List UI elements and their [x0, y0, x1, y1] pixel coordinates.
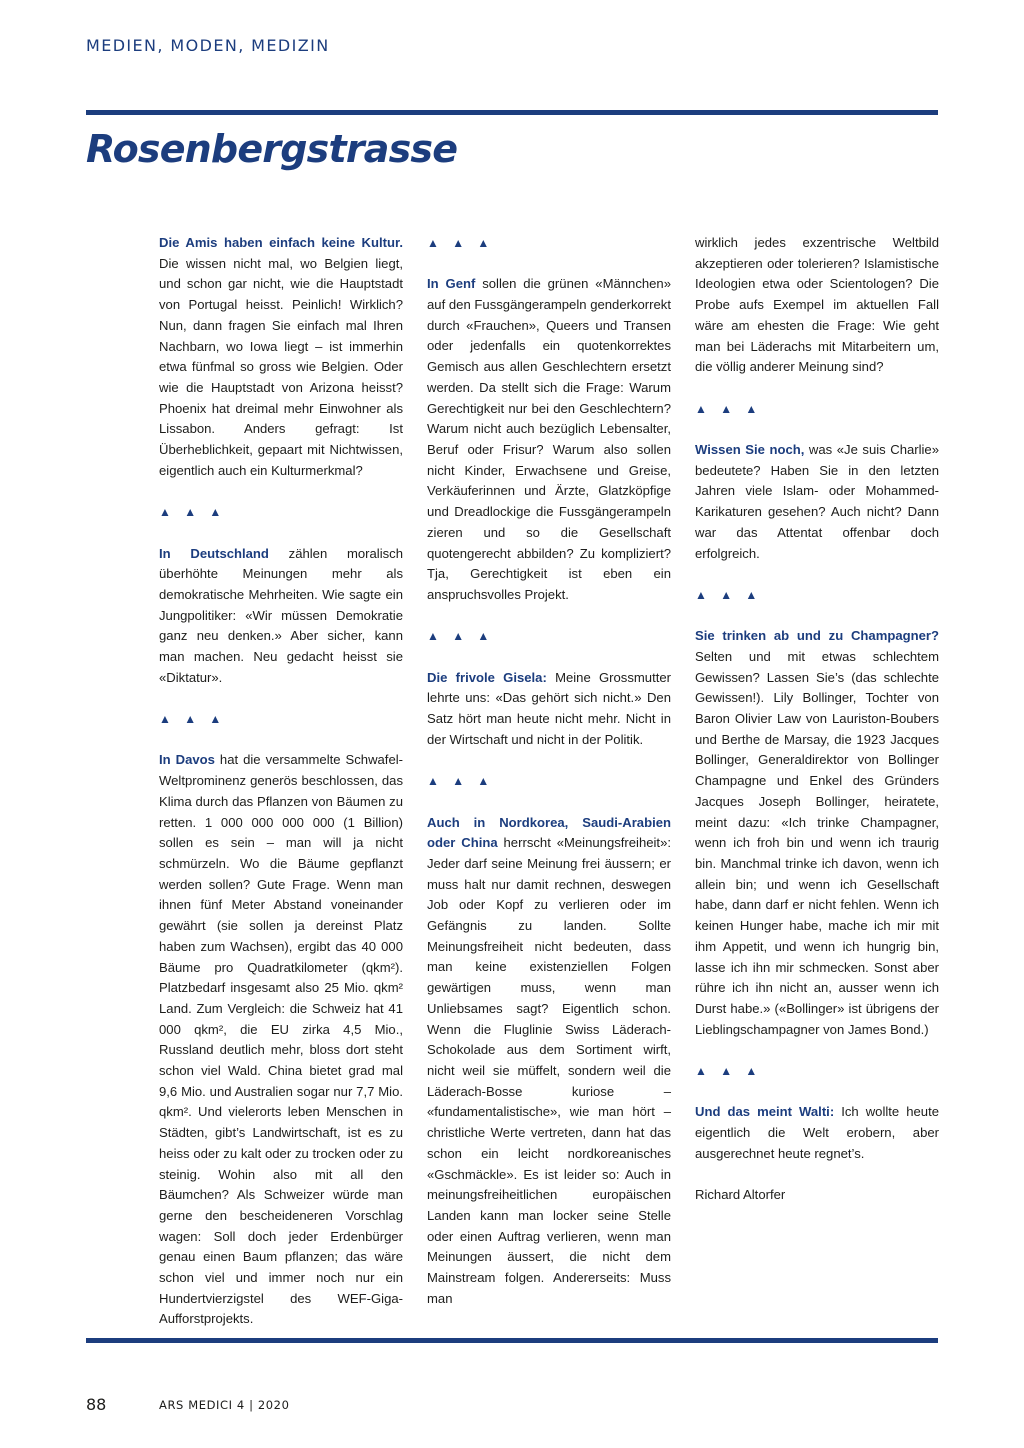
lead-charlie: Wissen Sie noch, — [695, 441, 805, 457]
paragraph-genf — [427, 274, 671, 605]
paragraph-charlie — [695, 440, 939, 564]
separator-triangles-icon: ▲ ▲ ▲ — [159, 505, 227, 520]
text-champagner: Selten und mit etwas schlechtem Gewissen? Lassen Sie’s (das schlechte Gewissen!). Lily Bollinger, Tochter von Baron Olivier Law von Lauriston-Boubers und Berthe de Marsay, die 1923 Jacques Bollinger, Generaldirektor von Bollinger Champagne und Enkel des Gründers Jacques Joseph Bollinger, heiratete, meint dazu: «Ich trinke Champagner, wenn ich froh bin und wenn ich traurig bin. Manchmal trinke ich davon, wenn ich allein bin; und wenn ich Gesellschaft habe, dann darf er nicht fehlen. Wenn ich keinen Hunger habe, mache ich mir mit ihm Appetit, und wenn ich hungrig bin, lasse ich ihn mir schmecken. Sonst aber rühre ich ihn nicht an, ausser wenn ich Durst habe.» («Bollinger» ist übrigens der Lieblingschampagner von James Bond.) — [695, 648, 939, 1037]
separator-triangles-icon: ▲ ▲ ▲ — [695, 401, 763, 416]
paragraph-continued: wirklich jedes exzentrische Weltbild akzeptieren oder tolerieren? Islamistische Ideologien etwa oder Scientologen? Die Probe aufs Exempel im aktuellen Fall wäre am ehesten die Frage: Wie geht man bei Läderachs mit Mitarbeitern um, die völlig anderer Meinung sind? — [695, 235, 939, 375]
lead-walti: Und das meint Walti: — [695, 1104, 835, 1120]
paragraph-deutschland — [159, 544, 403, 689]
paragraph-walti — [695, 1102, 939, 1164]
paragraph-nordkorea — [427, 813, 671, 1310]
text-walti: Ich wollte heute eigentlich die Welt erobern, aber ausgerechnet heute regnet’s. — [695, 1104, 939, 1161]
separator-triangles-icon: ▲ ▲ ▲ — [695, 587, 763, 602]
lead-amis: Die Amis haben einfach keine Kultur. — [159, 235, 403, 250]
separator-triangles-icon: ▲ ▲ ▲ — [427, 236, 495, 250]
text-nordkorea: herrscht «Meinungsfreiheit»: Jeder darf seine Meinung frei äussern; er muss halt nur damit rechnen, deswegen Job oder Kopf zu verlieren oder im Gefängnis zu landen. Sollte Meinungsfreiheit nicht bedeuten, dass man keine existenziellen Folgen gewärtigen muss, wenn man Unliebsames sagt? Eigentlich schon. Wenn die Fluglinie Swiss Läderach-Schokolade aus dem Sortiment wirft, nicht weil sie müffelt, sondern weil die Läderach-Bosse kuriose – «fundamentalistische», wie man hört – christliche Werte vertreten, dann hat das schon ein leicht nordkoreanisches «Gschmäckle». Es ist leider so: Auch in meinungsfreiheitlichen europäischen Landen kann man locker seine Stelle oder einen Auftrag verlieren, wenn man Meinungen äussert, die nicht dem Mainstream folgen. Andererseits: Muss man — [427, 835, 671, 1306]
bottom-rule — [86, 1338, 938, 1343]
text-charlie: was «Je suis Charlie» bedeutete? Haben Sie in den letzten Jahren viele Islam- oder Mohammed-Karikaturen gesehen? Auch nicht? Dann war das Attentat offenbar doch erfolgreich. — [695, 441, 940, 561]
paragraph-amis — [159, 233, 403, 481]
lead-nordkorea: Auch in Nordkorea, Saudi-Arabien oder China — [427, 814, 671, 851]
article-title: Rosenbergstrasse — [86, 127, 458, 171]
column-3 — [695, 233, 939, 1206]
separator-triangles-icon: ▲ ▲ ▲ — [695, 1064, 763, 1079]
lead-davos: In Davos — [159, 752, 215, 768]
column-1 — [159, 233, 403, 1330]
section-label: MEDIEN, MODEN, MEDIZIN — [86, 36, 330, 55]
journal-info: ARS MEDICI 4 | 2020 — [159, 1398, 290, 1412]
text-genf: sollen die grünen «Männchen» auf den Fussgängerampeln genderkorrekt durch «Frauchen», Queers und Transen oder jedenfalls ein quotenkorrektes Gemisch aus allen Geschlechtern ersetzt werden. Da stellt sich die Frage: Warum Gerechtigkeit nur bei den Geschlechtern? Warum nicht auch bezüglich Lebensalter, Beruf oder Frisur? Warum also sollen nicht Kinder, Erwachsene und Greise, Verkäuferinnen und Ärzte, Glatzköpfige und Dreadlockige die Fussgängerampeln zieren und so die Gesellschaft quotengerecht abbilden? Zu kompliziert? Tja, Gerechtigkeit ist eben ein anspruchsvolles Projekt. — [427, 276, 671, 602]
lead-deutschland: In Deutschland — [159, 545, 269, 561]
separator-triangles-icon: ▲ ▲ ▲ — [159, 712, 227, 727]
lead-gisela: Die frivole Gisela: — [427, 669, 547, 685]
page-number: 88 — [86, 1395, 107, 1414]
text-gisela: Meine Grossmutter lehrte uns: «Das gehört sich nicht.» Den Satz hört man heute nicht mehr. Nicht in der Wirtschaft und nicht in der Politik. — [427, 669, 671, 747]
separator-triangles-icon: ▲ ▲ ▲ — [427, 774, 495, 789]
author-name: Richard Altorfer — [695, 1187, 786, 1203]
text-amis: Die wissen nicht mal, wo Belgien liegt, und schon gar nicht, wie die Hauptstadt von Portugal heisst. Peinlich! Wirklich? Nun, dann fragen Sie einfach mal Ihren Nachbarn, wo Iowa liegt – ist immerhin etwa fünfmal so gross wie Belgien. Oder wie die Hauptstadt von Arizona heisst? Phoenix hat dreimal mehr Einwohner als Lissabon. Anders gefragt: Ist Überheblichkeit, gepaart mit Nichtwissen, eigentlich auch ein Kulturmerkmal? — [159, 255, 403, 478]
top-rule — [86, 110, 938, 115]
paragraph-davos — [159, 750, 403, 1330]
lead-champagner: Sie trinken ab und zu Champagner? — [695, 628, 939, 644]
separator-triangles-icon: ▲ ▲ ▲ — [427, 629, 495, 644]
text-deutschland: zählen moralisch überhöhte Meinungen mehr als demokratische Mehrheiten. Wie sagte ein Jungpolitiker: «Wir müssen Demokratie ganz neu denken.» Aber sicher, kann man machen. Neu gedacht heisst sie «Diktatur». — [159, 545, 403, 685]
paragraph-gisela — [427, 668, 671, 751]
text-davos: hat die versammelte Schwafel-Weltprominenz generös beschlossen, das Klima durch das Pflanzen von Bäumen zu retten. 1 000 000 000 000 (1 Billion) sollen es sein – man will ja nicht schmürzeln. Wo die Bäume gepflanzt werden sollen? Gute Frage. Wenn man ihnen fünf Meter Abstand voneinander gewährt (sie sollen ja dereinst Platz haben zum Wachsen), ergibt das 40 000 Bäume pro Quadratkilometer (qkm²). Platzbedarf insgesamt also 25 Mio. qkm² Land. Zum Vergleich: die Schweiz hat 41 000 qkm², die EU zirka 4,5 Mio., Russland deutlich mehr, bloss dort steht schon viel Wald. China bietet grad mal 9,6 Mio. und Australien sogar nur 7,7 Mio. qkm². Und vielerorts leben Menschen in Städten, gibt’s Landwirtschaft, ist es zu heiss oder zu kalt oder zu trocken oder zu steinig. Wohin also mit all den Bäumchen? Als Schweizer würde man gerne den bescheideneren Vorschlag wagen: Soll doch jeder Erdenbürger genau einen Baum pflanzen; das wäre schon viel und immer noch nur ein Hundertvierzigstel des WEF-Giga-Aufforstprojekts. — [159, 752, 403, 1327]
paragraph-champagner — [695, 626, 939, 1040]
lead-genf: In Genf — [427, 276, 476, 292]
column-2 — [427, 233, 671, 1309]
